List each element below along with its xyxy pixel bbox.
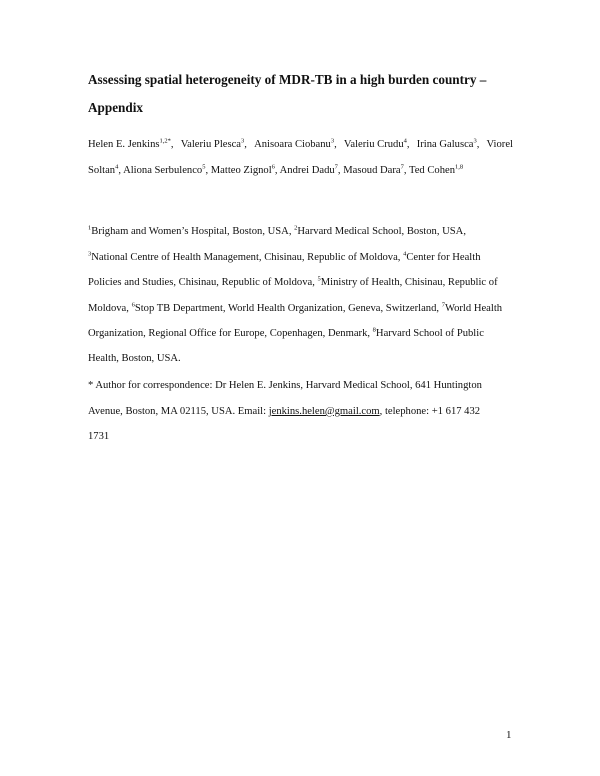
- author: Andrei Dadu$^7$,: [279, 163, 341, 176]
- author: Masoud Dara$^7$,: [343, 163, 407, 176]
- author: Anisoara Ciobanu$^3$,: [254, 137, 337, 150]
- author-list-line-2: [88, 164, 528, 178]
- correspondence-line: Avenue, Boston, MA 02115, USA. Email: jenkins.helen@gmail.com, telephone: +1 617 432: [88, 406, 481, 417]
- affiliation-line: $^1$Brigham and Women’s Hospital, Boston, USA, $^2$Harvard Medical School, Boston, USA,: [88, 224, 466, 237]
- author: Valeriu Plesca$^3$,: [180, 137, 247, 150]
- correspondence-line: * Author for correspondence: Dr Helen E. Jenkins, Harvard Medical School, 641 Huntington: [88, 380, 482, 391]
- author: Aliona Serbulenco$^5$,: [123, 163, 209, 176]
- author-list-line-1: [88, 138, 513, 152]
- email-link[interactable]: jenkins.helen@gmail.com: [268, 406, 380, 417]
- author: Ted Cohen$^{1,8}$: [408, 163, 464, 176]
- correspondence-line: 1731: [88, 431, 110, 442]
- page-number: 1: [506, 729, 512, 741]
- author: Irina Galusca$^3$,: [416, 137, 480, 150]
- author: Matteo Zignol$^6$,: [210, 163, 278, 176]
- affiliation-line: Organization, Regional Office for Europe, Copenhagen, Denmark, $^8$Harvard School of Public: [88, 326, 484, 339]
- author: Valeriu Crudu$^4$,: [343, 137, 410, 150]
- affiliation-line: Policies and Studies, Chisinau, Republic of Moldova, $^5$Ministry of Health, Chisinau, Republic of: [88, 275, 498, 288]
- affiliation-line: Moldova, $^6$Stop TB Department, World Health Organization, Geneva, Switzerland, $^7$World Health: [88, 301, 503, 314]
- affiliation-line: $^3$National Centre of Health Management, Chisinau, Republic of Moldova, $^4$Center for Health: [88, 250, 481, 263]
- paper-title-line-1: Assessing spatial heterogeneity of MDR-TB in a high burden country –: [88, 72, 487, 87]
- author: Viorel: [486, 139, 513, 150]
- paper-title-line-2: Appendix: [88, 100, 143, 115]
- author: Soltan$^4$,: [88, 163, 121, 176]
- author: Helen E. Jenkins$^{1,2*}$,: [88, 137, 174, 150]
- affiliation-line: Health, Boston, USA.: [88, 353, 181, 364]
